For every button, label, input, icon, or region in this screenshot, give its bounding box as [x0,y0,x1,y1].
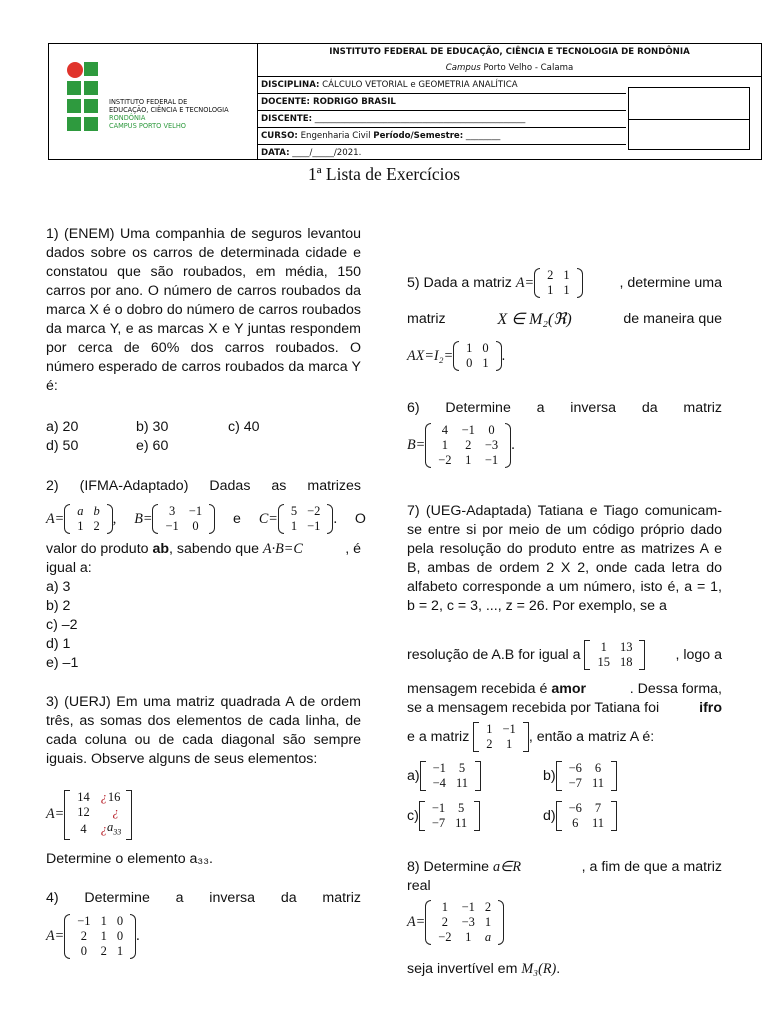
matrix-cell: 11 [591,816,604,830]
message-matrix [473,722,529,752]
question-5-line2 [407,310,722,329]
matrix-cell: 2 [547,268,554,282]
matrix-cell: 0 [466,356,473,370]
logo-line: RONDÔNIA [109,114,146,122]
discente-line[interactable]: _________________________________________________ [312,114,526,124]
period: . [501,347,506,364]
matrix-cell: 2 [465,438,472,452]
matrix-cell: 11 [455,816,468,830]
question-3-text: 3) (UERJ) Em uma matriz quadrada A de ordem três, as somas dos elementos de cada linha, de cada coluna ou de cada diagonal são sempre iguais. Observe alguns de seus elementos: [46,694,361,767]
matrix-cell: −7 [431,816,446,830]
q2-text: , é [345,541,361,557]
q7-text: . Dessa forma, [629,681,722,697]
disciplina-value: CÁLCULO VETORIAL e GEOMETRIA ANALÍTICA [319,80,518,90]
q7-text: e a matriz [407,728,470,745]
question-3-matrix [46,790,132,840]
question-6-text: 6) Determine a inversa da matriz [407,400,722,416]
institute-logo [49,44,258,159]
option-b[interactable] [543,761,617,791]
matrix-cell: 1 [563,268,570,282]
matrix-label: B= [407,437,426,453]
matrix-cell: 11 [455,776,468,790]
matrix-label: A= [46,928,65,944]
matrix-cell: 2 [100,944,107,958]
header-info [258,44,761,159]
matrix-cell: −1 [431,801,446,815]
cell: 14 [77,790,90,804]
logo-square [67,117,81,131]
matrix-cell: 1 [547,283,554,297]
logo-square [84,62,98,76]
option-d[interactable] [543,801,617,831]
matrix-cell: 0 [116,914,124,928]
matrix-cell: −1 [77,914,91,928]
cell: 16 [107,790,121,804]
campus-line [258,60,761,77]
option-matrix [556,801,617,831]
question-4-matrix [46,914,140,959]
matrix-cell: 2 [486,737,493,751]
question-7-line [407,722,654,752]
logo-square [67,81,81,95]
option[interactable]: e) 60 [136,438,169,454]
question-2-text [46,540,361,673]
logo-square [84,99,98,113]
option[interactable]: e) –1 [46,655,79,671]
q2-condition: A·B=C [262,541,303,557]
question-5-line1 [407,268,722,298]
identity-matrix [453,341,502,371]
matrix-cell: 1 [486,722,493,736]
question-3-ask: Determine o elemento a₃₃. [46,851,213,867]
matrix-cell: −1 [165,519,179,533]
matrix-cell: 5 [458,801,465,815]
matrix-cell: 1 [600,640,607,654]
q5-math: X ∈ M₂(ℜ) [497,311,572,328]
matrix-cell: 0 [80,944,88,958]
grade-box[interactable] [628,87,750,120]
document-header [48,43,762,160]
matrix-cell: 5 [290,504,298,518]
data-label: DATA: [261,148,290,158]
option-a[interactable] [407,761,481,791]
matrix-cell: −3 [461,915,475,929]
option-label: d) [543,807,556,824]
page-title: 1ª Lista de Exercícios [307,164,461,184]
and-word: e [233,510,241,527]
matrix-cell: 2 [80,929,88,943]
matrix-cell: 2 [484,900,492,914]
matrix-cell: −1 [461,423,475,437]
cell: 12 [77,805,90,819]
option[interactable]: b) 30 [136,419,169,435]
matrix-cell: −1 [484,453,499,467]
question-2-intro: 2) (IFMA-Adaptado) Dadas as matrizes [46,478,361,494]
curso-label: CURSO: [261,131,298,141]
matrix-cell: −1 [188,504,203,518]
matrix-cell: 3 [169,504,176,518]
data-row [258,145,626,162]
matrix-cell: 13 [619,640,633,654]
o-word: O [354,510,366,527]
logo-square [67,99,81,113]
campus-rest: Porto Velho - Calama [480,63,574,73]
matrix-cell: a [77,504,84,518]
matrix-label: A= [46,510,65,527]
option[interactable]: d) 50 [46,438,79,454]
logo-square [84,81,98,95]
matrix-cell: 4 [441,423,449,437]
matrix-cell: −1 [432,761,446,775]
matrix-cell: −1 [461,900,475,914]
q2-text: , sabendo que [169,541,263,557]
matrix-cell: 1 [290,519,298,533]
matrix-cell: 1 [563,283,570,297]
matrix-A [64,504,113,534]
question-7-line [407,680,722,718]
question-8-text [407,858,722,896]
question-8-matrix [407,900,504,945]
option[interactable]: b) 2 [46,598,71,614]
q5-text: 5) Dada a matriz [407,274,512,291]
matrix-label: A= [407,914,426,930]
question-5-line3 [407,341,505,371]
matrix-cell: 1 [116,944,124,958]
q7-text: se a mensagem recebida por Tatiana foi [407,700,660,716]
matrix-cell: −6 [568,801,582,815]
cell: ¿ [100,790,107,804]
q7-text: , logo a [675,646,722,663]
cell: ¿ [100,822,107,837]
data-value: ____/_____/2021. [289,148,362,158]
matrix-cell: 1 [465,453,472,467]
option-label: b) [543,767,556,784]
matrix-cell: 1 [484,915,492,929]
institute-name: INSTITUTO FEDERAL DE EDUCAÇÃO, CIÊNCIA E TECNOLOGIA DE RONDÔNIA [329,47,690,57]
q8-text: seja invertível em [407,961,522,977]
matrix-cell: 2 [93,519,100,533]
matrix-label: C= [258,510,278,527]
q8-text: 8) Determine [407,859,493,875]
option-label: a) [407,767,420,784]
matrix-cell: 1 [506,737,513,751]
matrix-cell: a [484,930,492,944]
matrix-cell: 6 [572,816,579,830]
option[interactable]: a) 3 [46,579,71,595]
question-7-line [407,640,722,670]
matrix-cell: b [93,504,100,518]
grade-box[interactable] [628,118,750,150]
matrix-label: A= [515,274,535,291]
question-4-text: 4) Determine a inversa da matriz [46,890,361,906]
logo-line: EDUCAÇÃO, CIÊNCIA E TECNOLOGIA [109,106,229,114]
option-matrix [556,761,617,791]
option-c[interactable] [407,801,480,831]
option[interactable]: c) –2 [46,617,78,633]
option-matrix [419,801,480,831]
q5-math: AX=I₂= [407,347,454,364]
q8-text: . [556,961,561,977]
matrix-cell: 1 [441,900,449,914]
matrix-cell: 5 [458,761,466,775]
q8-text: , a fim de que a matriz [581,859,722,875]
matrix-cell: 11 [591,776,604,790]
cell: 4 [80,822,87,837]
q7-text: mensagem recebida é [407,681,552,697]
campus-prefix: Campus [445,63,481,73]
matrix-cell: −2 [438,453,452,467]
q8-math: a∈R [492,859,522,875]
question-2-matrices: A= a b 1 2 , B= 3 −1 −1 0 e C= 5 −2 1 −1 . O [46,504,366,533]
question-6-matrix [407,423,515,468]
matrix-A [64,914,136,959]
question-7-text: 7) (UEG-Adaptada) Tatiana e Tiago comunicam-se entre si por meio de um código próprio dado pela resolução do produto entre as matrizes A e B, ambas de ordem 2 X 2, onde cada letra do alfabeto corresponde a um número, isto é, a = 1, b = 2, c = 3, ..., z = 26. Por exemplo, se a [407,503,722,614]
question-1-options [46,418,361,456]
logo-line: CAMPUS PORTO VELHO [109,122,186,130]
matrix-cell: −4 [432,776,446,790]
periodo-label: Período/Semestre: [373,131,464,141]
matrix-cell: 7 [594,801,602,815]
matrix-label: A= [46,806,65,823]
cell: ¿ [112,805,119,819]
q8-text: real [407,878,431,894]
matrix-cell: 0 [482,341,489,355]
logo-square [84,117,98,131]
matrix-A [64,790,132,840]
matrix-cell: 1 [466,341,473,355]
q7-bold: amor [551,681,587,697]
matrix-C [278,504,334,534]
curso-value: Engenharia Civil [297,131,374,141]
matrix-cell: −6 [568,761,582,775]
example-matrix [584,640,645,670]
option-label: c) [407,807,419,824]
q8-math: M₃(R) [521,961,557,977]
matrix-cell: −3 [484,438,499,452]
matrix-cell: −1 [502,722,516,736]
matrix-cell: −2 [438,930,452,944]
option[interactable]: c) 40 [228,419,260,435]
question-8-end [407,960,560,979]
discente-row [258,111,626,128]
period: . [511,437,515,453]
matrix-cell: −1 [307,519,321,533]
matrix-cell: 1 [100,914,107,928]
matrix-cell: 18 [619,655,633,669]
matrix-cell: 2 [441,915,449,929]
q5-text: , determine uma [619,274,722,291]
matrix-cell: 6 [594,761,602,775]
option[interactable]: a) 20 [46,419,79,435]
q2-text: valor do produto [46,541,153,557]
matrix-cell: −7 [568,776,582,790]
disciplina-label: DISCIPLINA: [261,80,320,90]
q5-text: matriz [407,311,446,327]
matrix-cell: 1 [100,929,107,943]
matrix-cell: 1 [482,356,489,370]
logo-line: INSTITUTO FEDERAL DE [109,98,188,106]
matrix-cell: 0 [192,519,199,533]
matrix-cell: 15 [597,655,610,669]
matrix-cell: 0 [116,929,124,943]
matrix-A [534,268,583,298]
cell-a33: $a_{33}$ [107,820,122,837]
disciplina-row [258,77,626,94]
matrix-cell: 1 [441,438,449,452]
matrix-label: B= [134,510,153,527]
matrix-B [425,423,511,468]
matrix-cell: 0 [488,423,495,437]
q7-text: , então a matriz A é: [528,728,655,745]
option[interactable]: d) 1 [46,636,71,652]
q7-bold: ifro [699,700,722,716]
logo-text [109,98,229,130]
matrix-A [425,900,504,945]
q7-text: resolução de A.B for igual a [407,646,581,663]
q2-text: igual a: [46,560,92,576]
matrix-B [152,504,215,534]
logo-red-dot [67,62,83,78]
discente-label: DISCENTE: [261,114,313,124]
periodo-line[interactable]: ________ [463,131,501,141]
option-matrix [420,761,481,791]
matrix-cell: 1 [465,930,472,944]
docente-row: DOCENTE: RODRIGO BRASIL [258,94,626,111]
period: . [136,928,140,944]
q2-bold: ab [152,541,170,557]
question-1-text: 1) (ENEM) Uma companhia de seguros levantou dados sobre os carros de determinada cidade e constatou que são roubados, em média, 150 carros por ano. O número de carros roubados da marca X é o dobro do número de carros roubados da marca Y, e as marcas X e Y juntas respondem por cerca de 60% dos carros roubados. O número esperado de carros roubados da marca Y é: [46,226,361,394]
matrix-cell: −2 [307,504,321,518]
q5-text: de maneira que [623,311,722,327]
matrix-cell: 1 [77,519,84,533]
curso-row [258,128,626,145]
